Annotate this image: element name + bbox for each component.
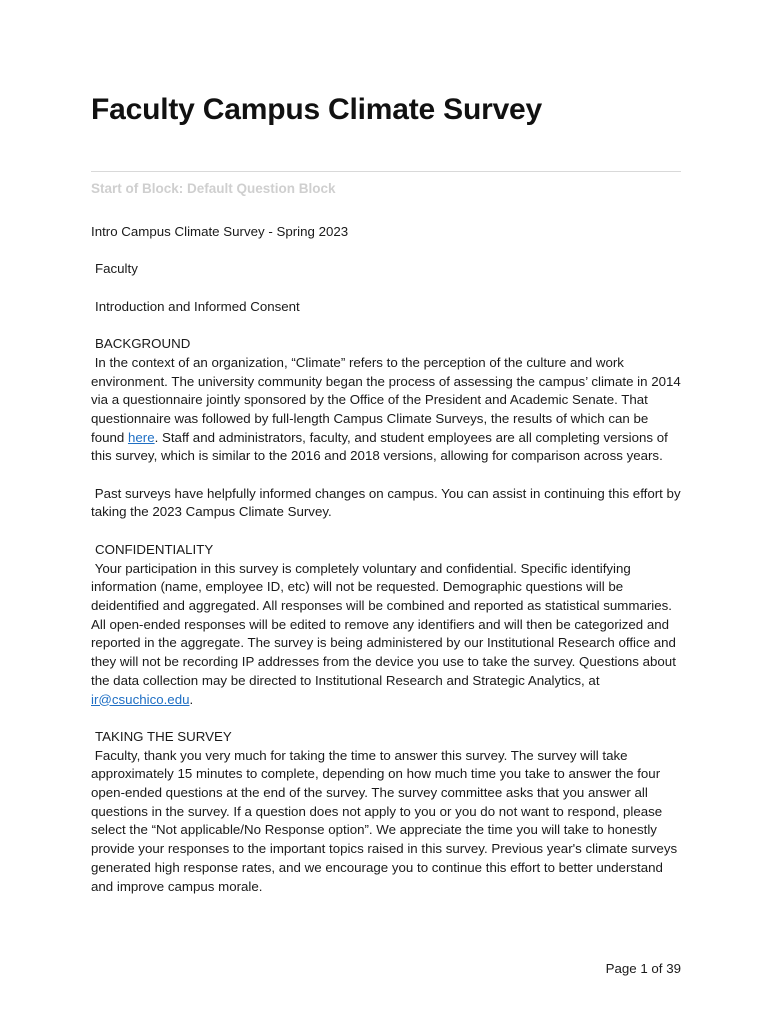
block-start-label: Start of Block: Default Question Block: [91, 181, 336, 196]
background-heading: BACKGROUND: [95, 336, 191, 352]
intro-line: Intro Campus Climate Survey - Spring 2023: [91, 224, 349, 239]
background-text: In the context of an organization, “Climate” refers to the perception of the culture and work environment. The university community began the process of assessing the campus’ climate in 2014 via a questionnaire jointly sponsored by the Office of the President and Academic Senate. That questionnaire was followed by full-length Campus Climate Surveys, the results of which can be found: [91, 354, 681, 445]
block-divider: [91, 171, 681, 172]
past-surveys-paragraph: [91, 485, 681, 522]
email-link[interactable]: ir@csuchico.edu: [91, 691, 190, 707]
section-intro-heading: Introduction and Informed Consent: [95, 298, 300, 314]
page-title: Faculty Campus Climate Survey: [91, 93, 543, 126]
confidentiality-text-end: .: [189, 691, 194, 707]
confidentiality-text: Your participation in this survey is completely voluntary and confidential. Specific identifying information (name, employee ID, etc) will not be requested. Demographic questions will be deidentified and aggregated. All responses will be combined and reported as statistical summaries. All open-ended responses will be edited to remove any identifiers and will then be categorized and reported in the aggregate. The survey is being administered by our Institutional Research office and they will not be recording IP addresses from the device you use to take the survey. Questions about the data collection may be directed to Institutional Research and Strategic Analytics, at: [91, 560, 676, 688]
audience-label: Faculty: [95, 261, 138, 277]
background-text-end: . Staff and administrators, faculty, and student employees are all completing versions of this survey, which is similar to the 2016 and 2018 versions, allowing for comparison across years.: [91, 429, 668, 464]
confidentiality-heading: CONFIDENTIALITY: [95, 541, 214, 557]
taking-survey-section: [91, 728, 681, 896]
background-section: [91, 335, 681, 466]
confidentiality-section: [91, 541, 681, 709]
results-link[interactable]: here: [127, 429, 155, 445]
survey-intro-content: [91, 223, 681, 915]
page-number: Page 1 of 39: [605, 961, 681, 976]
taking-survey-heading: TAKING THE SURVEY: [95, 728, 232, 744]
taking-survey-text: Faculty, thank you very much for taking the time to answer this survey. The survey will take approximately 15 minutes to complete, depending on how much time you take to answer the four open-ended questions at the end of the survey. The survey committee asks that you answer all questions in the survey. If a question does not apply to you or you do not want to respond, please select the “Not applicable/No Response option”. We appreciate the time you will take to honestly provide your responses to the important topics raised in this survey. Previous year's climate surveys generated high response rates, and we encourage you to continue this effort to better understand and improve campus morale.: [91, 747, 678, 894]
past-surveys-text: Past surveys have helpfully informed changes on campus. You can assist in continuing this effort by taking the 2023 Campus Climate Survey.: [91, 485, 681, 520]
